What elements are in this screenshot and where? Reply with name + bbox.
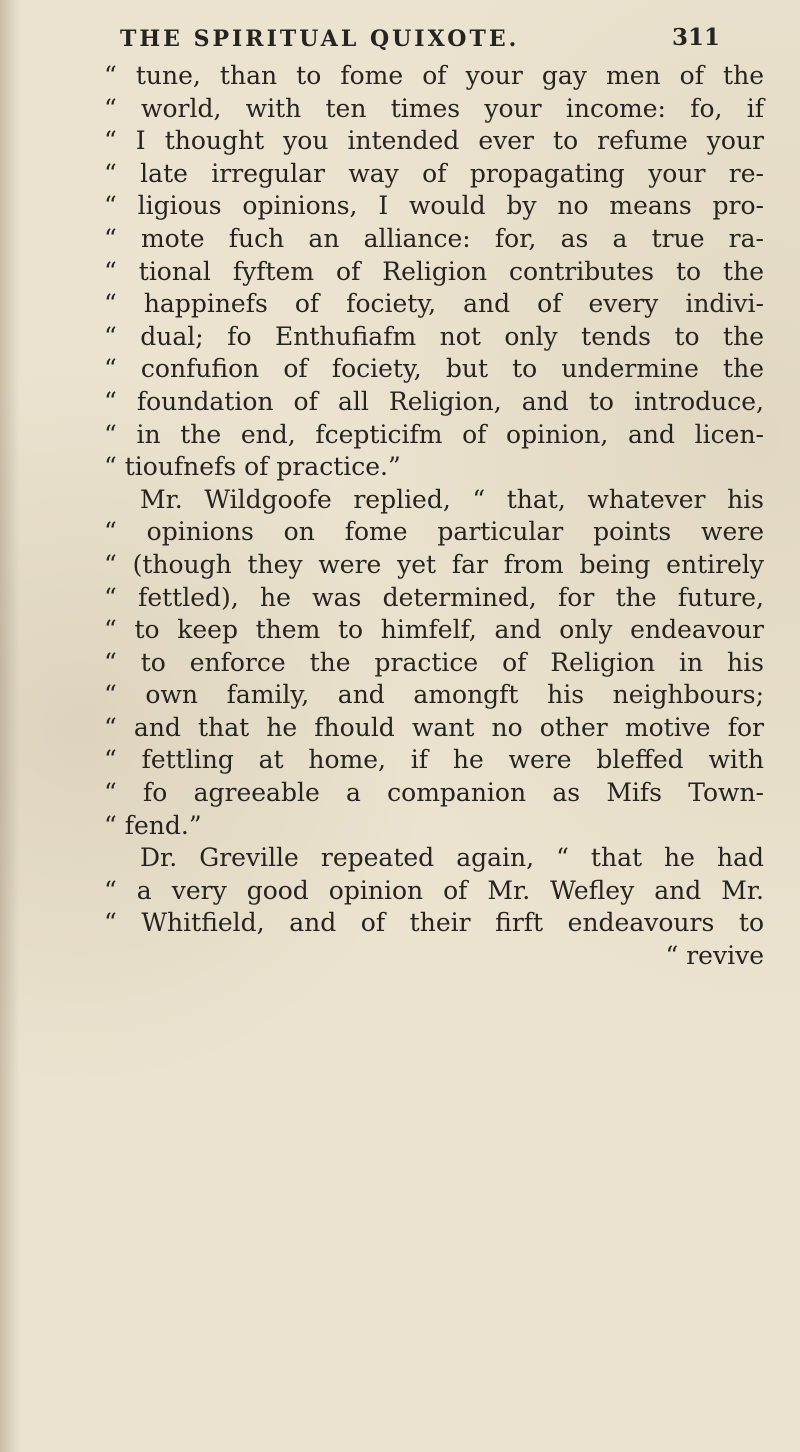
text-line: “ (though they were yet far from being entirely — [104, 549, 764, 579]
text-line: “ and that he fhould want no other motive for — [104, 712, 764, 742]
text-line: “ world, with ten times your income: fo, if — [104, 93, 764, 123]
page-gutter-shadow — [0, 0, 20, 1452]
text-line: “ tune, than to fome of your gay men of the — [104, 61, 764, 90]
text-line: “ late irregular way of propagating your re- — [104, 158, 764, 188]
text-line: “ happinefs of fociety, and of every indivi- — [104, 289, 764, 319]
text-line: “ own family, and amongft his neighbours; — [104, 680, 764, 710]
text-line: “ Whitfield, and of their firft endeavours to — [104, 908, 764, 938]
text-line: “ fend.” — [104, 810, 202, 840]
text-line: “ ligious opinions, I would by no means pro- — [104, 191, 764, 221]
page-number: 311 — [672, 24, 721, 51]
text-line: “ to keep them to himfelf, and only endeavour — [104, 615, 764, 645]
text-line: “ mote fuch an alliance: for, as a true ra- — [104, 223, 764, 253]
running-head — [0, 0, 800, 60]
text-line: “ tional fyftem of Religion contributes to the — [104, 256, 764, 286]
text-line: “ foundation of all Religion, and to introduce, — [104, 386, 764, 416]
text-line: “ opinions on fome particular points were — [104, 517, 764, 547]
text-line: “ a very good opinion of Mr. Wefley and Mr. — [104, 875, 764, 905]
text-line: “ confufion of fociety, but to undermine the — [104, 354, 764, 384]
text-line: “ I thought you intended ever to refume your — [104, 126, 764, 156]
text-line: “ fettling at home, if he were bleffed with — [104, 745, 764, 775]
paragraph-start-line: Dr. Greville repeated again, “ that he had — [140, 843, 764, 873]
text-line: “ in the end, fcepticifm of opinion, and licen- — [104, 419, 764, 449]
text-line: “ to enforce the practice of Religion in his — [104, 647, 764, 677]
text-line: “ dual; fo Enthufiafm not only tends to the — [104, 321, 764, 351]
body-text — [104, 60, 764, 973]
catchword: “ revive — [665, 941, 764, 971]
text-line: “ fo agreeable a companion as Mifs Town- — [104, 778, 764, 808]
paragraph-start-line: Mr. Wildgoofe replied, “ that, whatever his — [140, 484, 764, 514]
running-head-title: THE SPIRITUAL QUIXOTE. — [120, 26, 520, 52]
text-line: “ tioufnefs of practice.” — [104, 452, 401, 482]
text-line: “ fettled), he was determined, for the future, — [104, 582, 764, 612]
